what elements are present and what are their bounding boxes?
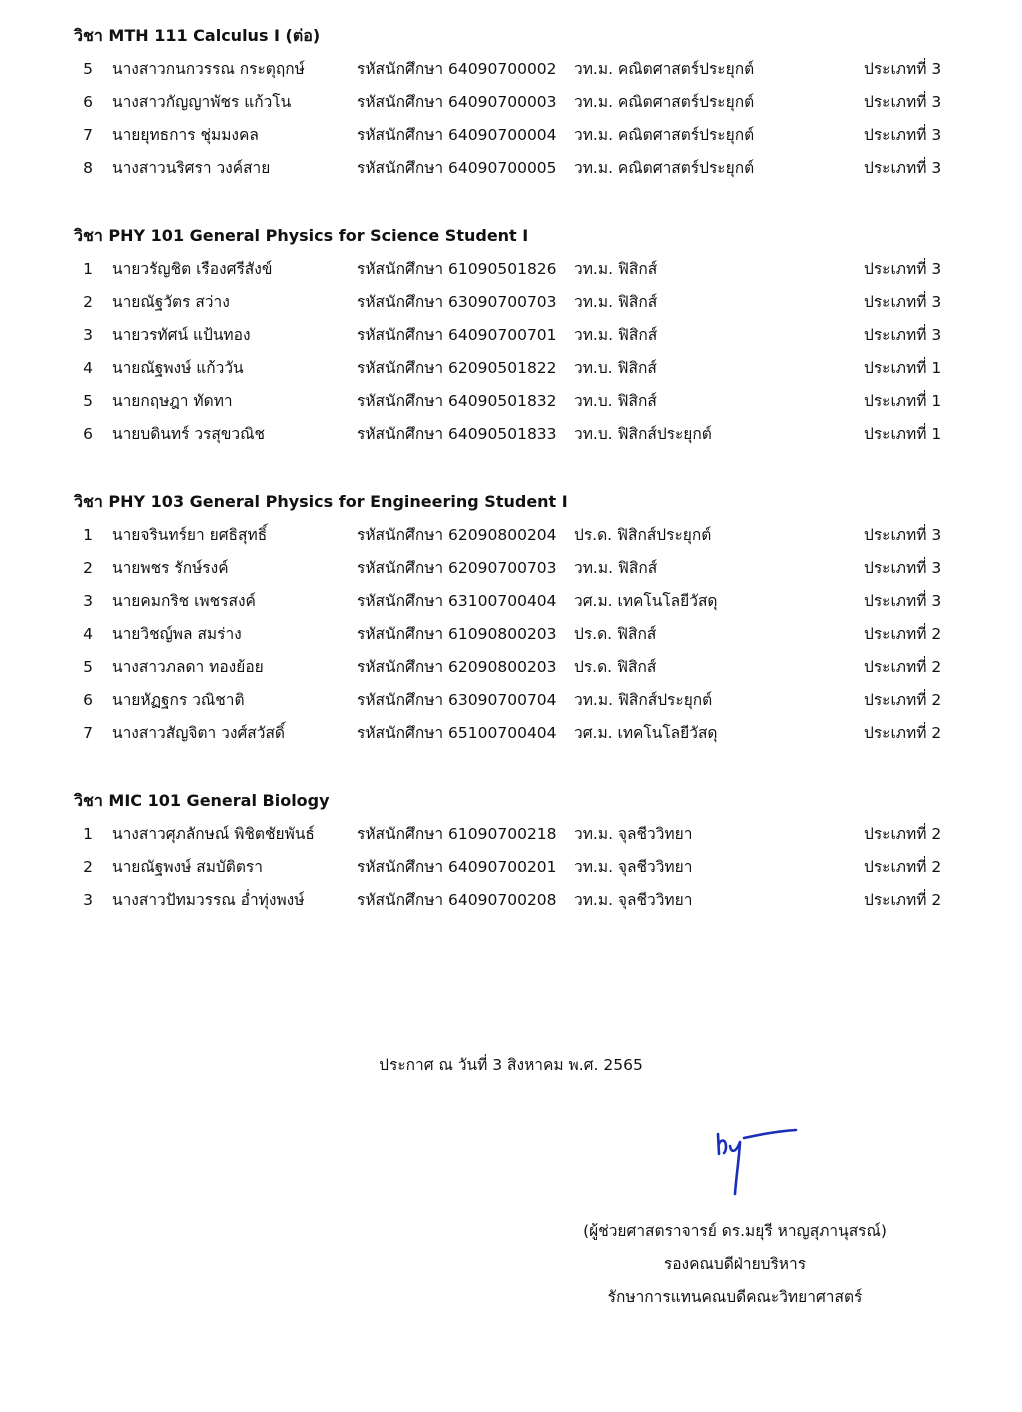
student-row [0,587,1022,615]
signatory-acting: รักษาการแทนคณบดีคณะวิทยาศาสตร์ [607,1288,863,1306]
program: วท.ม. จุลชีววิทยา [574,825,693,843]
row-number: 1 [83,526,93,544]
row-number: 3 [83,592,93,610]
type: ประเภทที่ 3 [864,559,942,577]
student-name: นายกฤษฎา ทัดทา [112,392,233,410]
student-name: นางสาวศุภลักษณ์ พิชิตชัยพันธ์ [112,825,315,843]
program: ปร.ด. ฟิสิกส์ [574,625,657,643]
type: ประเภทที่ 3 [864,159,942,177]
student-name: นางสาวกนกวรรณ กระตุฤกษ์ [112,60,305,78]
student-row [0,121,1022,149]
type: ประเภทที่ 3 [864,293,942,311]
row-number: 3 [83,891,93,909]
student-name: นายหัฏฐกร วณิชาติ [112,691,245,709]
student-id: รหัสนักศึกษา 64090700003 [357,93,557,111]
student-name: นายพชร รักษ์รงค์ [112,559,229,577]
type: ประเภทที่ 1 [864,392,942,410]
program: ปร.ด. ฟิสิกส์ [574,658,657,676]
program: วท.บ. ฟิสิกส์ [574,392,657,410]
student-id: รหัสนักศึกษา 64090700002 [357,60,557,78]
row-number: 6 [83,691,93,709]
type: ประเภทที่ 2 [864,858,942,876]
course-title: วิชา MTH 111 Calculus I (ต่อ) [74,26,321,45]
program: วท.ม. ฟิสิกส์ประยุกต์ [574,691,713,709]
type: ประเภทที่ 2 [864,625,942,643]
student-row [0,853,1022,881]
student-row [0,554,1022,582]
student-name: นายวรัญชิต เรืองศรีสังข์ [112,260,273,278]
program: วท.ม. จุลชีววิทยา [574,891,693,909]
program: วท.ม. คณิตศาสตร์ประยุกต์ [574,60,755,78]
student-id: รหัสนักศึกษา 64090700004 [357,126,557,144]
row-number: 5 [83,392,93,410]
row-number: 5 [83,60,93,78]
student-id: รหัสนักศึกษา 61090800203 [357,625,557,643]
student-id: รหัสนักศึกษา 63090700703 [357,293,557,311]
signatory-position: รองคณบดีฝ่ายบริหาร [663,1255,807,1273]
student-row [0,154,1022,182]
type: ประเภทที่ 3 [864,93,942,111]
program: วท.ม. คณิตศาสตร์ประยุกต์ [574,93,755,111]
row-number: 5 [83,658,93,676]
type: ประเภทที่ 3 [864,260,942,278]
student-name: นายณัฐพงษ์ สมบัติตรา [112,858,263,876]
program: วท.ม. จุลชีววิทยา [574,858,693,876]
row-number: 2 [83,293,93,311]
type: ประเภทที่ 2 [864,691,942,709]
row-number: 2 [83,858,93,876]
type: ประเภทที่ 2 [864,891,942,909]
student-id: รหัสนักศึกษา 64090700005 [357,159,557,177]
type: ประเภทที่ 2 [864,724,942,742]
student-name: นายณัฐวัตร สว่าง [112,293,230,311]
student-name: นายจรินทร์ยา ยศธิสุทธิ์ [112,526,268,544]
type: ประเภทที่ 1 [864,359,942,377]
program: วท.ม. ฟิสิกส์ [574,326,658,344]
program: วศ.ม. เทคโนโลยีวัสดุ [574,724,718,742]
announcement-date: ประกาศ ณ วันที่ 3 สิงหาคม พ.ศ. 2565 [379,1056,643,1074]
student-row [0,88,1022,116]
student-row [0,686,1022,714]
type: ประเภทที่ 1 [864,425,942,443]
student-row [0,719,1022,747]
row-number: 6 [83,425,93,443]
program: วท.บ. ฟิสิกส์ประยุกต์ [574,425,712,443]
student-row [0,321,1022,349]
student-id: รหัสนักศึกษา 64090501833 [357,425,557,443]
student-row [0,653,1022,681]
type: ประเภทที่ 2 [864,658,942,676]
student-id: รหัสนักศึกษา 64090700201 [357,858,557,876]
student-row [0,420,1022,448]
type: ประเภทที่ 3 [864,526,942,544]
student-id: รหัสนักศึกษา 63090700704 [357,691,557,709]
signatory-name: (ผู้ช่วยศาสตราจารย์ ดร.มยุรี หาญสุภานุสรณ์) [583,1222,887,1240]
row-number: 8 [83,159,93,177]
student-id: รหัสนักศึกษา 64090700701 [357,326,557,344]
student-name: นายวรทัศน์ แป้นทอง [112,326,251,344]
row-number: 4 [83,359,93,377]
student-row [0,820,1022,848]
row-number: 6 [83,93,93,111]
student-row [0,354,1022,382]
type: ประเภทที่ 2 [864,825,942,843]
row-number: 2 [83,559,93,577]
student-id: รหัสนักศึกษา 62090501822 [357,359,557,377]
student-id: รหัสนักศึกษา 61090501826 [357,260,557,278]
row-number: 1 [83,260,93,278]
student-row [0,288,1022,316]
row-number: 4 [83,625,93,643]
student-id: รหัสนักศึกษา 64090700208 [357,891,557,909]
program: ปร.ด. ฟิสิกส์ประยุกต์ [574,526,712,544]
course-title: วิชา PHY 103 General Physics for Engineering Student I [74,492,568,511]
row-number: 7 [83,724,93,742]
student-row [0,620,1022,648]
course-title: วิชา PHY 101 General Physics for Science Student I [74,226,529,245]
type: ประเภทที่ 3 [864,326,942,344]
student-name: นางสาวภลดา ทองย้อย [112,658,264,676]
student-row [0,886,1022,914]
program: วท.ม. ฟิสิกส์ [574,260,658,278]
student-id: รหัสนักศึกษา 64090501832 [357,392,557,410]
program: วท.ม. คณิตศาสตร์ประยุกต์ [574,126,755,144]
student-row [0,255,1022,283]
student-id: รหัสนักศึกษา 65100700404 [357,724,557,742]
type: ประเภทที่ 3 [864,126,942,144]
signature-image [700,1120,810,1200]
student-name: นายวิชญ์พล สมร่าง [112,625,242,643]
student-name: นางสาวปัทมวรรณ อ่ำทุ่งพงษ์ [112,891,305,909]
row-number: 7 [83,126,93,144]
row-number: 1 [83,825,93,843]
program: วท.บ. ฟิสิกส์ [574,359,657,377]
program: วศ.ม. เทคโนโลยีวัสดุ [574,592,718,610]
student-id: รหัสนักศึกษา 62090800204 [357,526,557,544]
student-id: รหัสนักศึกษา 63100700404 [357,592,557,610]
student-name: นายคมกริช เพชรสงค์ [112,592,256,610]
student-name: นายณัฐพงษ์ แก้ววัน [112,359,244,377]
type: ประเภทที่ 3 [864,60,942,78]
student-name: นางสาวกัญญาพัชร แก้วโน [112,93,292,111]
student-name: นางสาวสัญจิตา วงศ์สวัสดิ์ [112,724,285,742]
student-id: รหัสนักศึกษา 61090700218 [357,825,557,843]
program: วท.ม. คณิตศาสตร์ประยุกต์ [574,159,755,177]
student-row [0,55,1022,83]
program: วท.ม. ฟิสิกส์ [574,559,658,577]
student-id: รหัสนักศึกษา 62090800203 [357,658,557,676]
signature-stroke [718,1130,796,1194]
student-name: นางสาวนริศรา วงค์สาย [112,159,271,177]
student-name: นายบดินทร์ วรสุขวณิช [112,425,266,443]
course-title: วิชา MIC 101 General Biology [74,791,330,810]
student-row [0,387,1022,415]
student-name: นายยุทธการ ชุ่มมงคล [112,126,259,144]
type: ประเภทที่ 3 [864,592,942,610]
student-id: รหัสนักศึกษา 62090700703 [357,559,557,577]
student-row [0,521,1022,549]
row-number: 3 [83,326,93,344]
program: วท.ม. ฟิสิกส์ [574,293,658,311]
